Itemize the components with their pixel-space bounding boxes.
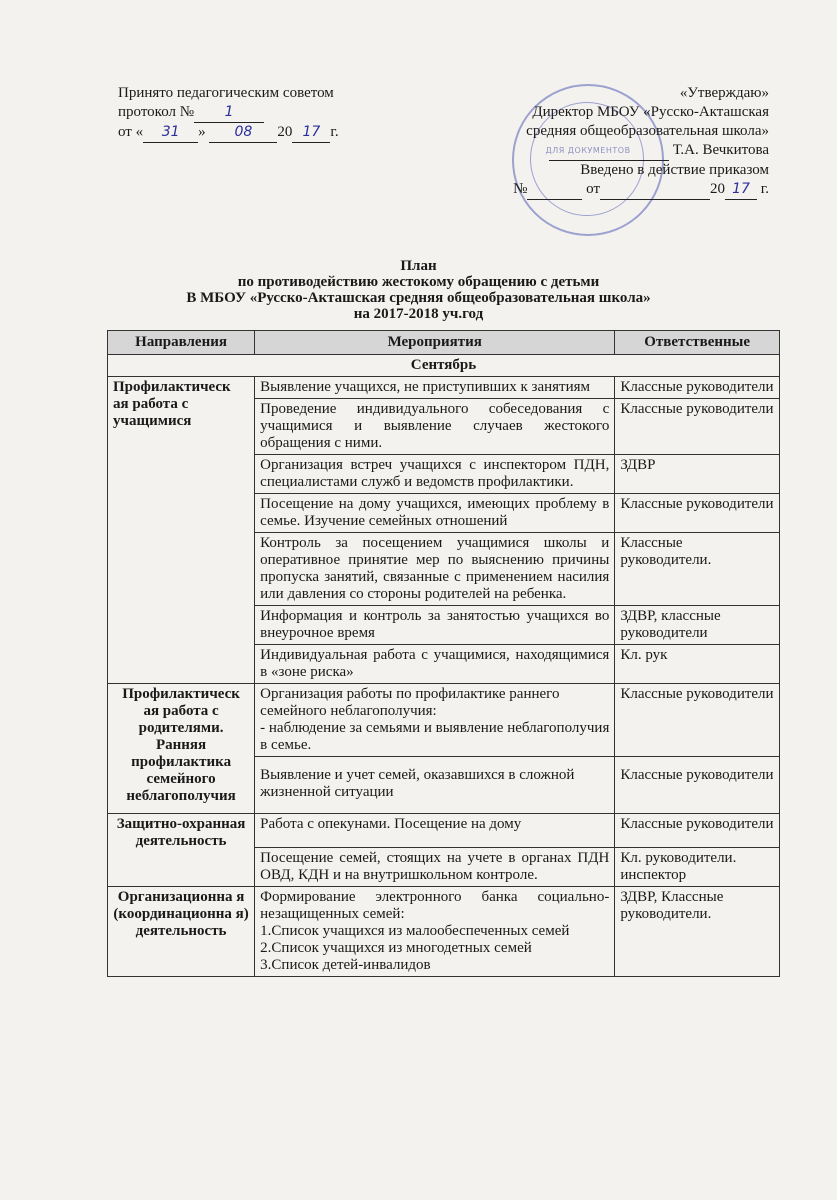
event-cell: Посещение на дому учащихся, имеющих проблему в семье. Изучение семейных отношений (255, 494, 615, 533)
table-row (108, 887, 780, 977)
responsible-cell: Кл. рук (615, 645, 780, 684)
protocol-year: 17 (292, 123, 330, 143)
director-name: Т.А. Вечкитова (672, 142, 769, 158)
event-cell: Выявление и учет семей, оказавшихся в сложной жизненной ситуации (255, 757, 615, 814)
list-item: 3.Список детей-инвалидов (260, 957, 431, 973)
title-line-1: План (400, 258, 437, 274)
event-cell: Проведение индивидуального собеседования с учащимися и выявление случаев жестокого обращения с ними. (255, 399, 615, 455)
table-row (108, 814, 780, 848)
responsible-cell: Классные руководители (615, 494, 780, 533)
event-cell: Формирование электронного банка социально-незащищенных семей: 1.Список учащихся из малообеспеченных семей 2.Список учащихся из многодетных семей 3.Список детей-инвалидов (255, 887, 615, 977)
plan-table (107, 330, 780, 977)
table-row (108, 684, 780, 757)
responsible-cell: Классные руководители (615, 814, 780, 848)
header-directions: Направления (108, 331, 255, 355)
order-line: № от 20 17 г. (513, 180, 769, 200)
event-cell: Индивидуальная работа с учащимися, находящимися в «зоне риска» (255, 645, 615, 684)
approval-block-left (118, 84, 339, 143)
responsible-cell: Классные руководители (615, 399, 780, 455)
table-row (108, 377, 780, 399)
list-item: 1.Список учащихся из малообеспеченных семей (260, 923, 570, 939)
protocol-line: протокол № 1 (118, 103, 339, 123)
order-year: 17 (725, 180, 757, 200)
responsible-cell: ЗДВР, классные руководители (615, 606, 780, 645)
approve-heading: «Утверждаю» (679, 85, 769, 101)
responsible-cell: ЗДВР, Классные руководители. (615, 887, 780, 977)
header-events: Мероприятия (255, 331, 615, 355)
responsible-cell: Классные руководители. (615, 533, 780, 606)
section-row (108, 355, 780, 377)
protocol-day: 31 (143, 123, 198, 143)
approval-block-right (513, 84, 769, 200)
table-header-row (108, 331, 780, 355)
protocol-month: 08 (209, 123, 277, 143)
title-line-4: на 2017-2018 уч.год (353, 306, 484, 322)
direction-students: Профилактическ ая работа с учащимися (108, 377, 255, 684)
event-cell: Выявление учащихся, не приступивших к занятиям (255, 377, 615, 399)
event-cell: Контроль за посещением учащимися школы и оперативное принятие мер по выяснению причины пропуска занятий, связанные с применением насилия или давления со стороны родителей на ребенка. (255, 533, 615, 606)
director-title: Директор МБОУ «Русско-Акташская (532, 104, 769, 120)
school-name: средняя общеобразовательная школа» (526, 123, 769, 139)
list-item: 2.Список учащихся из многодетных семей (260, 940, 532, 956)
school-seal-stamp: ДЛЯ ДОКУМЕНТОВ (512, 84, 664, 236)
director-signature-line (513, 141, 769, 161)
order-intro: Введено в действие приказом (580, 162, 769, 178)
event-cell: Организация встреч учащихся с инспектором ПДН, специалистами служб и ведомств профилактики. (255, 455, 615, 494)
event-cell: Работа с опекунами. Посещение на дому (255, 814, 615, 848)
responsible-cell: Кл. руководители. инспектор (615, 848, 780, 887)
approved-by-council: Принято педагогическим советом (118, 85, 334, 101)
event-cell: Организация работы по профилактике раннего семейного неблагополучия: - наблюдение за семьями и выявление неблагополучия в семье. (255, 684, 615, 757)
event-cell: Информация и контроль за занятостью учащихся во внеурочное время (255, 606, 615, 645)
direction-organizational: Организационна я (координационна я) деятельность (108, 887, 255, 977)
responsible-cell: Классные руководители (615, 757, 780, 814)
protocol-date-line: от « 31 » 08 20 17 г. (118, 123, 339, 143)
responsible-cell: Классные руководители (615, 684, 780, 757)
event-cell: Посещение семей, стоящих на учете в органах ПДН ОВД, КДН и на внутришкольном контроле. (255, 848, 615, 887)
title-line-2: по противодействию жестокому обращению с детьми (237, 274, 600, 290)
direction-protection: Защитно-охранная деятельность (108, 814, 255, 887)
section-september: Сентябрь (108, 355, 780, 377)
document-title (0, 258, 837, 322)
protocol-number: 1 (194, 103, 264, 123)
header-responsible: Ответственные (615, 331, 780, 355)
responsible-cell: Классные руководители (615, 377, 780, 399)
direction-parents: Профилактическ ая работа с родителями. Ранняя профилактика семейного неблагополучия (108, 684, 255, 814)
title-line-3: В МБОУ «Русско-Акташская средняя общеобразовательная школа» (186, 290, 651, 306)
responsible-cell: ЗДВР (615, 455, 780, 494)
